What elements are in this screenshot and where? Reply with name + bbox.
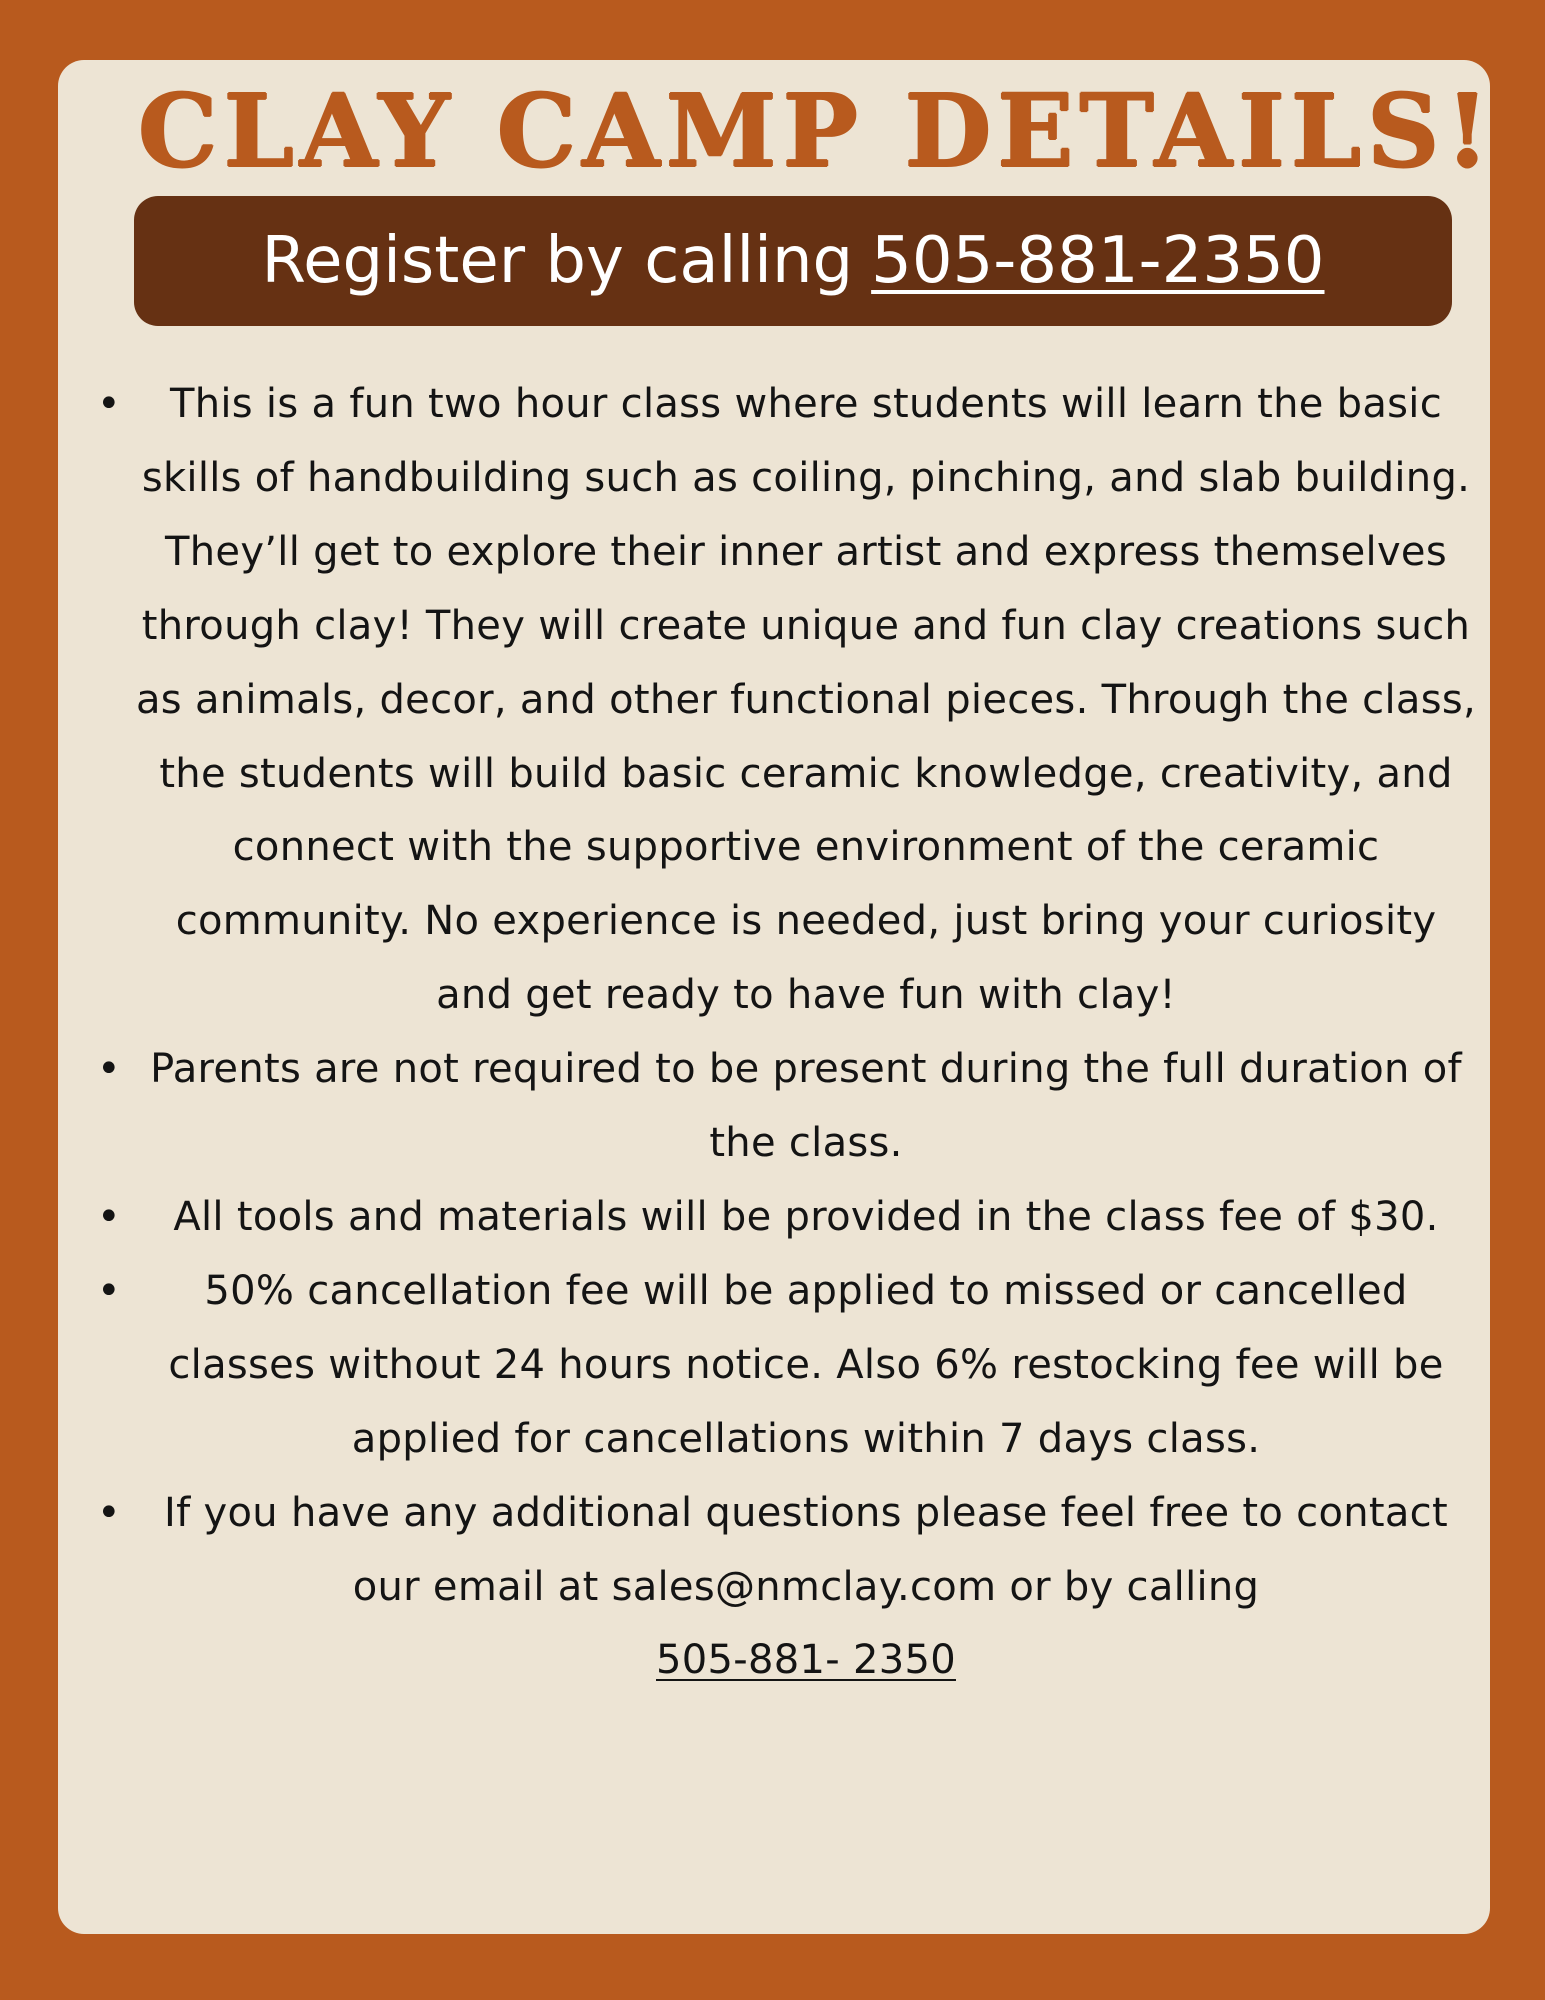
class-fee-note: All tools and materials will be provided in the class fee of $30. bbox=[173, 1193, 1439, 1240]
list-item bbox=[84, 1181, 1478, 1255]
contact-text: If you have any additional questions please feel free to contact our email at sales@nmclay.com or by calling bbox=[164, 1489, 1448, 1610]
class-description: This is a fun two hour class where students will learn the basic skills of handbuilding such as coiling, pinching, and slab building. They’ll get to explore their inner artist and express themselves through clay! They will create unique and fun clay creations such as animals, decor, and other functional pieces. Through the class, the students will build basic ceramic knowledge, creativity, and connect with the supportive environment of the ceramic community. No experience is needed, just bring your curiosity and get ready to have fun with clay! bbox=[135, 381, 1476, 1019]
bullet-icon: • bbox=[97, 1489, 121, 1536]
register-banner bbox=[134, 196, 1452, 326]
list-item bbox=[84, 368, 1478, 1033]
list-item bbox=[84, 1477, 1478, 1699]
parents-note: Parents are not required to be present during the full duration of the class. bbox=[150, 1046, 1462, 1167]
page-title: CLAY CAMP DETAILS! bbox=[138, 72, 1496, 190]
contact-phone-link[interactable]: 505-881- 2350 bbox=[656, 1637, 956, 1684]
cancellation-policy: 50% cancellation fee will be applied to missed or cancelled classes without 24 hours notice. Also 6% restocking fee will be applied for cancellations within 7 days class. bbox=[168, 1267, 1444, 1462]
bullet-icon: • bbox=[97, 381, 121, 427]
bullet-icon: • bbox=[97, 1193, 121, 1240]
bullet-icon: • bbox=[97, 1267, 121, 1314]
details-list bbox=[84, 368, 1478, 1698]
list-item bbox=[84, 1033, 1478, 1181]
flyer-card bbox=[58, 60, 1496, 1934]
list-item bbox=[84, 1255, 1478, 1477]
bullet-icon: • bbox=[97, 1046, 121, 1093]
register-text: Register by calling bbox=[261, 224, 854, 298]
register-phone-link[interactable]: 505-881-2350 bbox=[871, 224, 1325, 298]
